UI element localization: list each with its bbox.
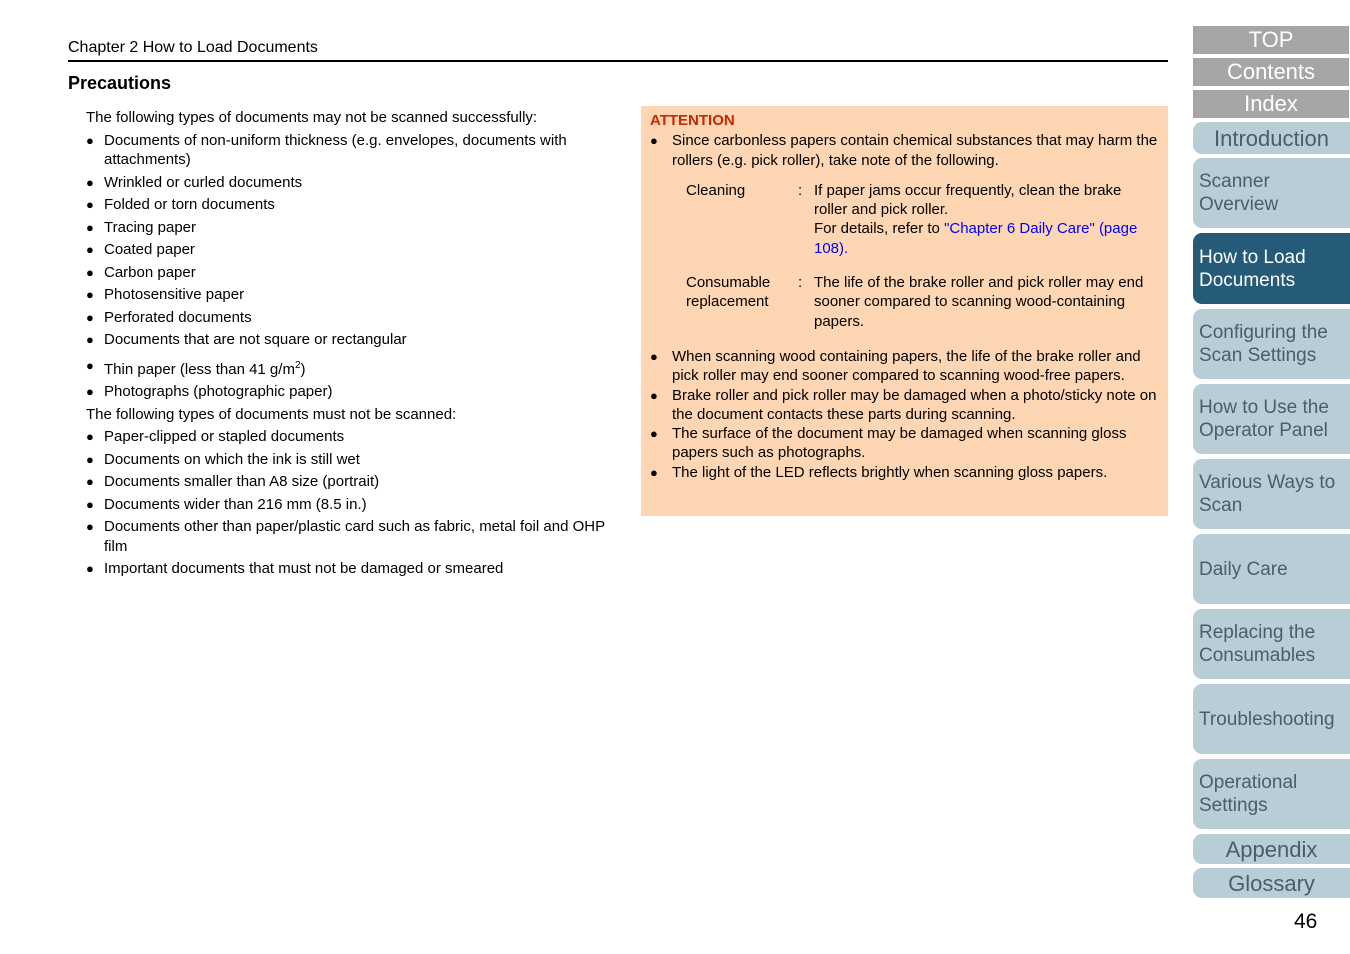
table-row (686, 181, 1146, 273)
list-item: ● Tracing paper (86, 218, 606, 238)
attention-box (641, 106, 1168, 516)
attention-item: ● The surface of the document may be damaged when scanning gloss papers such as photographs. (650, 424, 1158, 463)
list-item: ● Photosensitive paper (86, 285, 606, 305)
list-item: ● Folded or torn documents (86, 195, 606, 215)
list-item: ● Documents on which the ink is still wet (86, 450, 606, 470)
nav-tab-operator-panel[interactable]: How to Use the Operator Panel (1193, 384, 1350, 454)
nav-tab-various-ways-to-scan[interactable]: Various Ways to Scan (1193, 459, 1350, 529)
superscript-2: 2 (294, 359, 301, 371)
thin-paper-close: ) (300, 360, 306, 378)
list-item: ● Perforated documents (86, 308, 606, 328)
attention-item: ● Brake roller and pick roller may be damaged when a photo/sticky note on the document contacts these parts during scanning. (650, 386, 1158, 425)
section-title: Precautions (68, 73, 172, 93)
nav-tab-configuring-scan-settings[interactable]: Configuring the Scan Settings (1193, 309, 1350, 379)
may-not-scan-list (86, 131, 606, 402)
list-item: ● Wrinkled or curled documents (86, 173, 606, 193)
nav-tab-troubleshooting[interactable]: Troubleshooting (1193, 684, 1350, 754)
attention-item: ● When scanning wood containing papers, the life of the brake roller and pick roller may end sooner compared to scanning wood-free papers. (650, 347, 1158, 386)
nav-tab-appendix[interactable]: Appendix (1193, 834, 1350, 864)
carbonless-notes-table (686, 181, 1146, 331)
intro-may-not-scan: The following types of documents may not be scanned successfully: (86, 109, 538, 126)
list-item: ● Documents smaller than A8 size (portrait) (86, 472, 606, 492)
contents-button[interactable]: Contents (1193, 58, 1349, 86)
cleaning-description (814, 181, 1146, 273)
list-item-thin-paper (86, 356, 606, 380)
precautions-content (86, 108, 606, 579)
consumable-description: The life of the brake roller and pick roller may end sooner compared to scanning wood-containing papers. (814, 274, 1144, 330)
colon: : (798, 181, 803, 199)
nav-tab-glossary[interactable]: Glossary (1193, 868, 1350, 898)
attention-item: ● The light of the LED reflects brightly when scanning gloss papers. (650, 463, 1158, 482)
index-button[interactable]: Index (1193, 90, 1349, 118)
attention-item-carbonless (650, 131, 1158, 331)
list-item: ● Documents that are not square or rectangular (86, 330, 606, 350)
table-row (686, 273, 1146, 331)
list-item: ● Photographs (photographic paper) (86, 382, 606, 402)
must-not-scan-list (86, 427, 606, 579)
intro-must-not-scan: The following types of documents must not be scanned: (86, 405, 457, 423)
nav-tab-introduction[interactable]: Introduction (1193, 122, 1350, 154)
list-item: ● Important documents that must not be damaged or smeared (86, 559, 606, 579)
nav-tab-operational-settings[interactable]: Operational Settings (1193, 759, 1350, 829)
attention-item-text: Since carbonless papers contain chemical substances that may harm the rollers (e.g. pick roller), take note of the following. (672, 132, 1158, 169)
list-item: ● Coated paper (86, 240, 606, 260)
nav-tab-daily-care[interactable]: Daily Care (1193, 534, 1350, 604)
consumable-term: Consumable replacement (686, 274, 771, 311)
nav-tab-replacing-consumables[interactable]: Replacing the Consumables (1193, 609, 1350, 679)
page-number: 46 (1294, 910, 1318, 933)
top-button[interactable]: TOP (1193, 26, 1349, 54)
list-item: ● Documents of non-uniform thickness (e.g. envelopes, documents with attachments) (86, 131, 606, 170)
nav-tab-scanner-overview[interactable]: Scanner Overview (1193, 158, 1350, 228)
reference-text: For details, refer to (814, 220, 940, 238)
list-item: ● Documents other than paper/plastic card such as fabric, metal foil and OHP film (86, 517, 606, 556)
list-item: ● Carbon paper (86, 263, 606, 283)
list-item: ● Paper-clipped or stapled documents (86, 427, 606, 447)
cleaning-reference (814, 219, 1146, 258)
list-item: ● Documents wider than 216 mm (8.5 in.) (86, 495, 606, 515)
attention-title: ATTENTION (650, 112, 735, 129)
attention-list (650, 131, 1158, 482)
daily-care-link[interactable]: "Chapter 6 Daily Care" (page 108). (814, 220, 1138, 257)
cleaning-text: If paper jams occur frequently, clean the brake roller and pick roller. (814, 181, 1122, 219)
nav-tab-how-to-load-documents[interactable]: How to Load Documents (1193, 233, 1350, 304)
cleaning-term: Cleaning (686, 181, 746, 199)
thin-paper-text: Thin paper (less than 41 g/m (104, 360, 295, 378)
chapter-header: Chapter 2 How to Load Documents (68, 38, 1168, 62)
colon: : (798, 274, 803, 292)
